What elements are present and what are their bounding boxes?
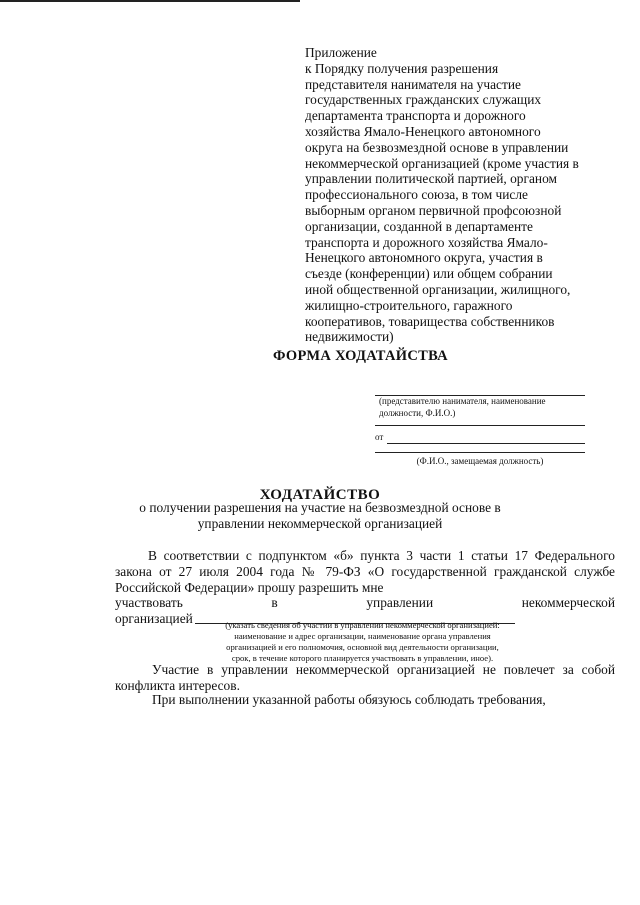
appendix-line: недвижимости) bbox=[305, 329, 394, 345]
paragraph-request-text: В соответствии с подпунктом «б» пункта 3 части 1 статьи 17 Федерального закона от 27 июля 2004 года № 79-ФЗ «О государственной гражданской службе Российской Федерации» прошу разрешить мне bbox=[115, 548, 615, 595]
appendix-line: организации, созданной в департаменте bbox=[305, 218, 533, 234]
hint-line: (указать сведения об участии в управлении некоммерческой организацией: bbox=[225, 620, 500, 630]
addressee-to-note: (представителю нанимателя, наименование должности, Ф.И.О.) bbox=[379, 396, 546, 418]
appendix-line: государственных гражданских служащих bbox=[305, 92, 542, 108]
appendix-line: управлении политической партией, органом bbox=[305, 171, 558, 187]
appendix-line: хозяйства Ямало-Ненецкого автономного bbox=[305, 123, 541, 139]
appendix-line: выборным органом первичной профсоюзной bbox=[305, 202, 562, 218]
addressee-from-label: от bbox=[375, 432, 384, 442]
appendix-line: к Порядку получения разрешения bbox=[305, 60, 499, 76]
hint-line: срок, в течение которого планируется участвовать в управлении, иное). bbox=[231, 653, 494, 663]
appendix-line: некоммерческой организацией (кроме участия в bbox=[305, 155, 579, 171]
organization-label: организацией bbox=[115, 611, 193, 627]
paragraph-request bbox=[115, 548, 615, 627]
addressee-from-note: (Ф.И.О., замещаемая должность) bbox=[416, 455, 544, 466]
paragraph-obligation: При выполнении указанной работы обязуюсь соблюдать требования, bbox=[152, 692, 546, 707]
appendix-line: кооперативов, товарищества собственников bbox=[305, 313, 555, 329]
document-subtitle: о получении разрешения на участие на безвозмездной основе в управлении некоммерческой организацией bbox=[139, 500, 501, 531]
addressee-from-line bbox=[387, 443, 585, 444]
document-title: ХОДАТАЙСТВО bbox=[259, 487, 381, 503]
appendix-line: съезде (конференции) или общем собрании bbox=[305, 266, 553, 282]
appendix-line: профессионального союза, в том числе bbox=[305, 187, 528, 203]
appendix-line: транспорта и дорожного хозяйства Ямало- bbox=[305, 234, 548, 250]
appendix-line: Ненецкого автономного округа, участия в bbox=[305, 250, 543, 266]
form-title: ФОРМА ХОДАТАЙСТВА bbox=[273, 348, 448, 364]
appendix-header bbox=[305, 45, 610, 345]
appendix-line: жилищно-строительного, гаражного bbox=[305, 297, 513, 313]
paragraph-conflict: Участие в управлении некоммерческой организацией не повлечет за собой конфликта интересов. bbox=[115, 662, 615, 693]
appendix-line: Приложение bbox=[305, 45, 377, 60]
appendix-line: департамента транспорта и дорожного bbox=[305, 108, 526, 124]
appendix-line: округа на безвозмездной основе в управлении bbox=[305, 139, 569, 155]
appendix-line: иной общественной организации, жилищного, bbox=[305, 281, 571, 297]
addressee-block bbox=[375, 395, 585, 467]
hint-line: организацией и его полномочия, основной вид деятельности организации, bbox=[226, 642, 499, 652]
hint-line: наименование и адрес организации, наименование органа управления bbox=[234, 631, 491, 641]
paragraph-request-last-line: участвовать в управлении некоммерческой bbox=[115, 595, 615, 611]
appendix-line: представителя нанимателя на участие bbox=[305, 76, 521, 92]
addressee-blank-line bbox=[375, 425, 585, 426]
top-border-line bbox=[0, 0, 300, 2]
organization-hint bbox=[190, 620, 535, 664]
addressee-from-row bbox=[375, 432, 585, 444]
